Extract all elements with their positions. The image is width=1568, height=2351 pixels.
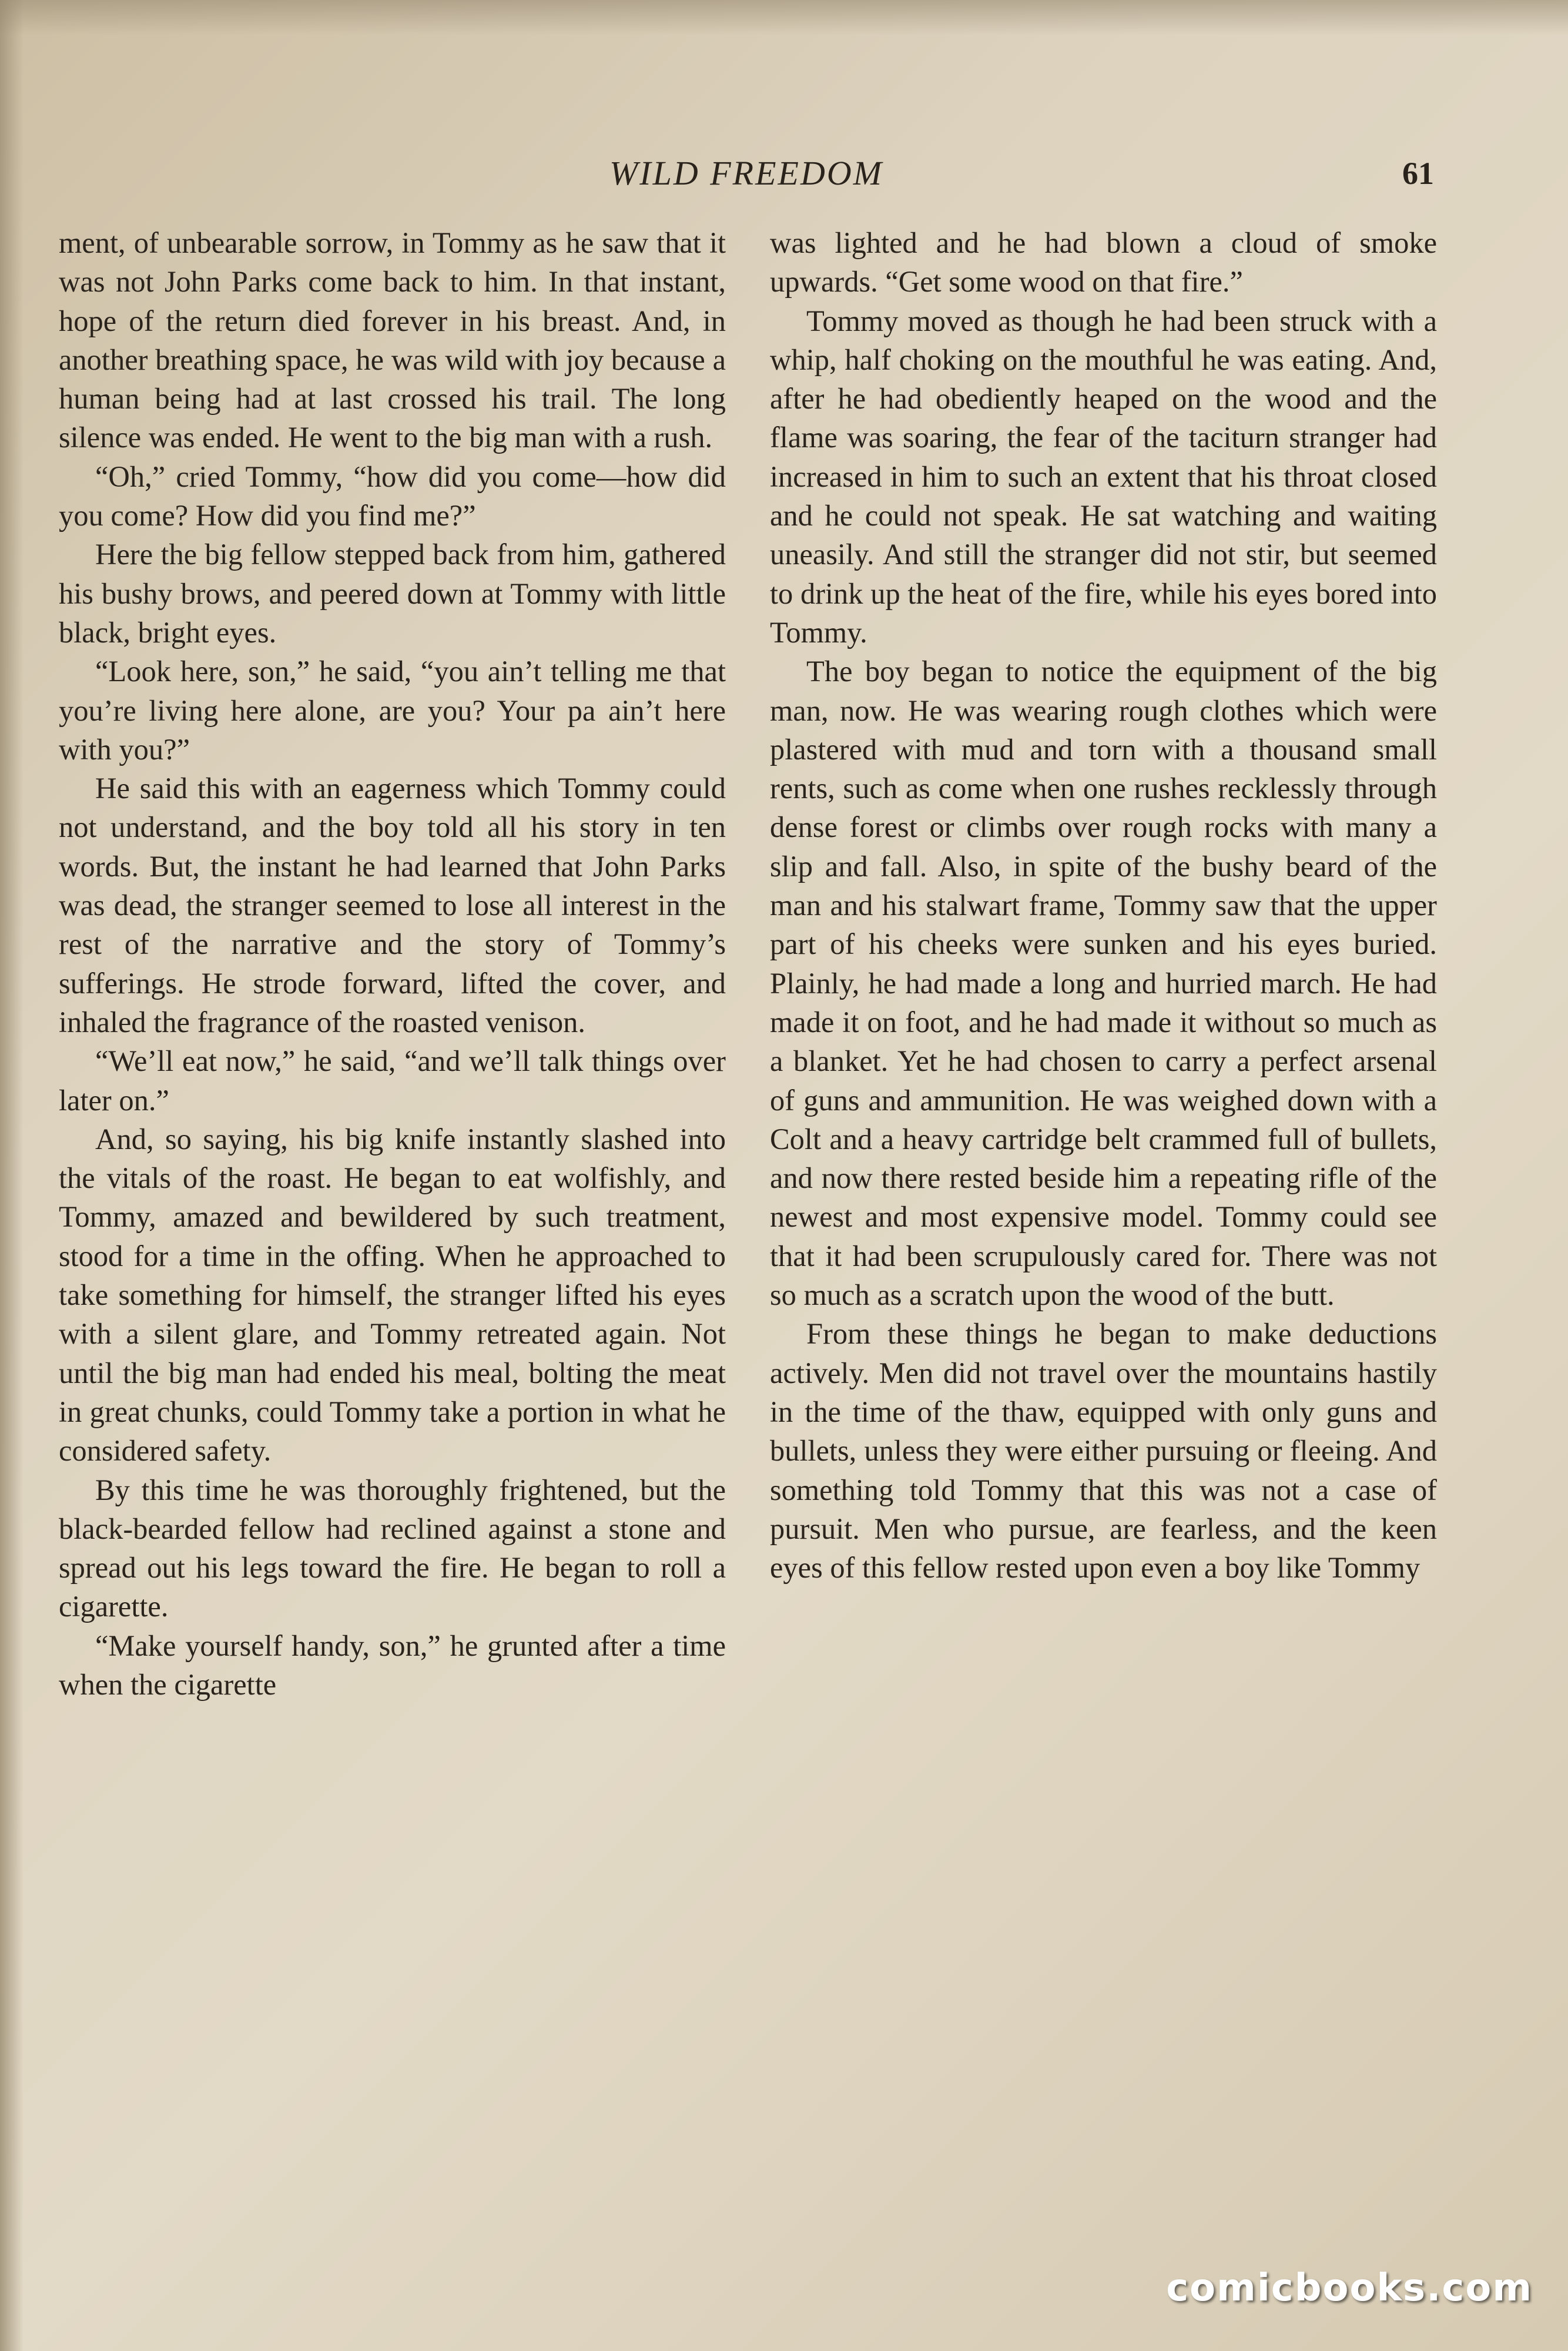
- paragraph: was lighted and he had blown a cloud of smoke upwards. “Get some wood on that fire.”: [770, 226, 1437, 299]
- page-number: 61: [1402, 156, 1434, 191]
- paragraph: By this time he was thoroughly frightened, but the black-bearded fellow had reclined against a stone and spread out his legs toward the fire. He began to roll a cigarette.: [59, 1473, 726, 1623]
- watermark: comicbooks.com: [1166, 2266, 1533, 2310]
- paragraph: He said this with an eagerness which Tommy could not understand, and the boy told all his story in ten words. But, the instant he had learned that John Parks was dead, the stranger seemed to lose all interest in the rest of the narrative and the story of Tommy’s sufferings. He strode forward, lifted the cover, and inhaled the fragrance of the roasted venison.: [59, 772, 726, 1039]
- right-column: [770, 223, 1437, 1587]
- paragraph: Here the big fellow stepped back from him, gathered his bushy brows, and peered down at Tommy with little black, bright eyes.: [59, 538, 726, 649]
- paragraph: “We’ll eat now,” he said, “and we’ll talk things over later on.”: [59, 1044, 726, 1117]
- paragraph: The boy began to notice the equipment of the big man, now. He was wearing rough clothes which were plastered with mud and torn with a thousand small rents, such as come when one rushes recklessly through dense forest or climbs over rough rocks with many a slip and fall. Also, in spite of the bushy beard of the man and his stalwart frame, Tommy saw that the upper part of his cheeks were sunken and his eyes buried. Plainly, he had made a long and hurried march. He had made it on foot, and he had made it without so much as a blanket. Yet he had chosen to carry a perfect arsenal of guns and ammunition. He was weighed down with a Colt and a heavy cartridge belt crammed full of bullets, and now there rested beside him a repeating rifle of the newest and most expensive model. Tommy could see that it had been scrupulously cared for. There was not so much as a scratch upon the wood of the butt.: [770, 655, 1437, 1312]
- running-head: [59, 150, 1434, 197]
- paragraph: “Make yourself handy, son,” he grunted after a time when the cigarette: [59, 1629, 726, 1701]
- paragraph: From these things he began to make deductions actively. Men did not travel over the mountains hastily in the time of the thaw, equipped with only guns and bullets, unless they were either pursuing or fleeing. And something told Tommy that this was not a case of pursuit. Men who pursue, are fearless, and the keen eyes of this fellow rested upon even a boy like Tommy: [770, 1317, 1437, 1585]
- paragraph: “Look here, son,” he said, “you ain’t telling me that you’re living here alone, are you? Your pa ain’t here with you?”: [59, 655, 726, 766]
- running-title: WILD FREEDOM: [609, 154, 884, 192]
- paragraph: Tommy moved as though he had been struck with a whip, half choking on the mouthful he was eating. And, after he had obediently heaped on the wood and the flame was soaring, the fear of the taciturn stranger had increased in him to such an extent that his throat closed and he could not speak. He sat watching and waiting uneasily. And still the stranger did not stir, but seemed to drink up the heat of the fire, while his eyes bored into Tommy.: [770, 304, 1437, 649]
- left-column: [59, 223, 726, 1704]
- paragraph: “Oh,” cried Tommy, “how did you come—how did you come? How did you find me?”: [59, 460, 726, 533]
- paragraph: And, so saying, his big knife instantly slashed into the vitals of the roast. He began to eat wolfishly, and Tommy, amazed and bewildered by such treatment, stood for a time in the offing. When he approached to take something for himself, the stranger lifted his eyes with a silent glare, and Tommy retreated again. Not until the big man had ended his meal, bolting the meat in great chunks, could Tommy take a portion in what he considered safety.: [59, 1122, 726, 1468]
- paragraph: ment, of unbearable sorrow, in Tommy as he saw that it was not John Parks come back to him. In that instant, hope of the return died forever in his breast. And, in another breathing space, he was wild with joy because a human being had at last crossed his trail. The long silence was ended. He went to the big man with a rush.: [59, 226, 726, 454]
